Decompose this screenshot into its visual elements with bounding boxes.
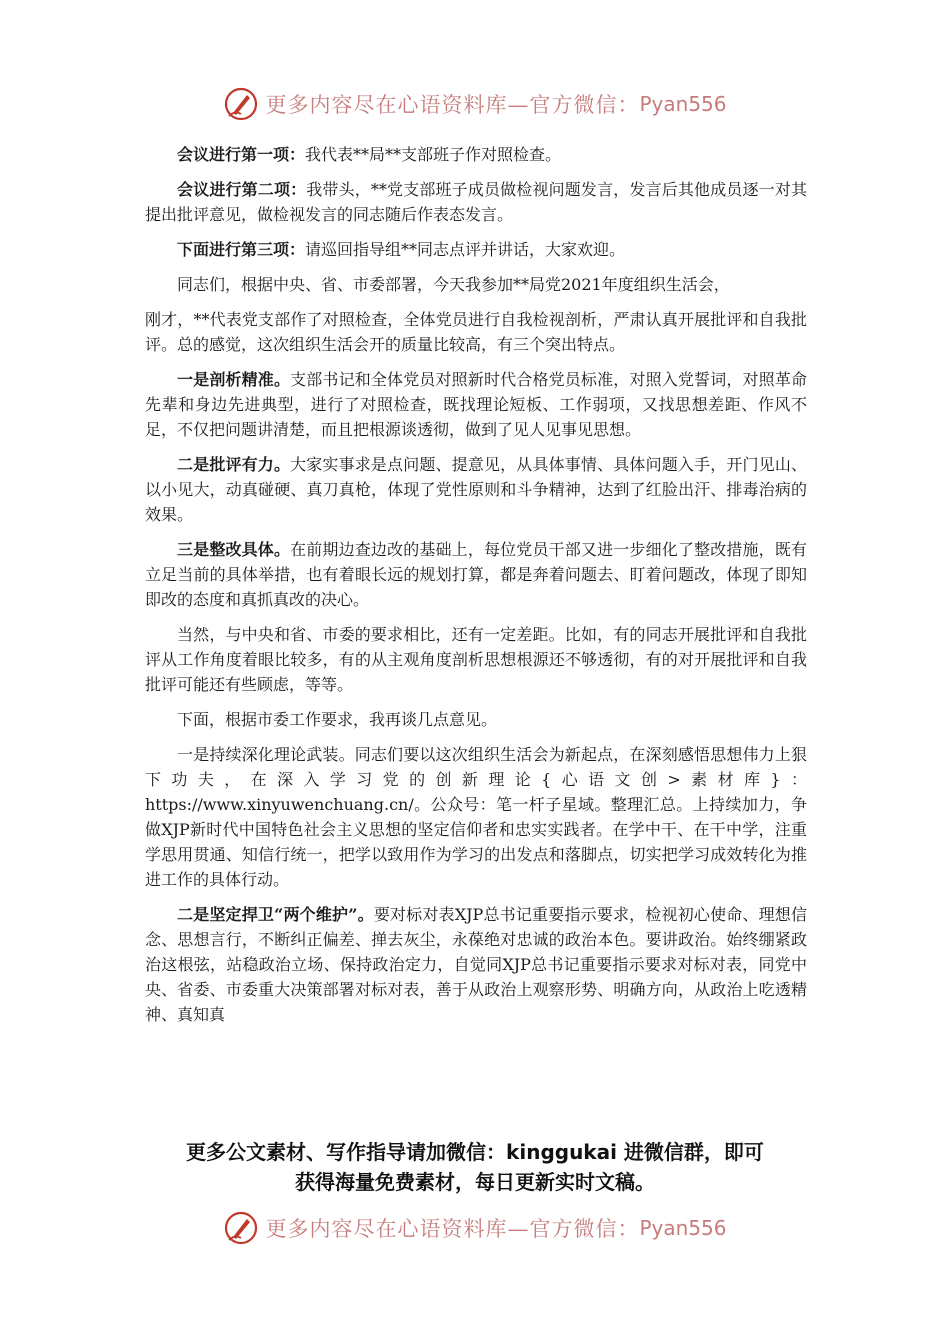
paragraph xyxy=(145,537,807,612)
paragraph-text: 下面，根据市委工作要求，我再谈几点意见。 xyxy=(177,710,498,729)
header-watermark xyxy=(0,84,950,124)
paragraph xyxy=(145,622,807,697)
paragraph xyxy=(145,367,807,442)
pen-circle-icon xyxy=(223,86,259,122)
paragraph-text: 一是持续深化理论武装。同志们要以这次组织生活会为新起点，在深刻感悟思想伟力上狠下功夫，在深入学习党的创新理论{心语文创>素材库}：https://www.xinyuwenchuang.cn/。公众号：笔一杆子星域。整理汇总。上持续加力，争做XJP新时代中国特色社会主义思想的坚定信仰者和忠实实践者。在学中干、在干中学，注重学思用贯通、知信行统一，把学以致用作为学习的出发点和落脚点，切实把学习成效转化为推进工作的具体行动。 xyxy=(145,745,807,889)
paragraph-text: 我代表**局**支部班子作对照检查。 xyxy=(305,145,562,164)
paragraph xyxy=(145,452,807,527)
paragraph-lead: 会议进行第一项： xyxy=(177,145,306,164)
paragraph xyxy=(145,707,807,732)
footer-line-1: 更多公文素材、写作指导请加微信：kinggukai 进微信群，即可 xyxy=(186,1140,764,1164)
paragraph xyxy=(145,902,807,1027)
footer-watermark xyxy=(0,1208,950,1248)
paragraph-text: 支部书记和全体党员对照新时代合格党员标准，对照入党誓词，对照革命先辈和身边先进典型，进行了对照检查，既找理论短板、工作弱项，又找思想差距、作风不足，不仅把问题讲清楚，而且把根源谈透彻，做到了见人见事见思想。 xyxy=(145,370,807,439)
paragraph xyxy=(145,237,807,262)
watermark-id: Pyan556 xyxy=(639,92,727,116)
paragraph-text: 大家实事求是点问题、提意见，从具体事情、具体问题入手，开门见山、以小见大，动真碰硬、真刀真枪，体现了党性原则和斗争精神，达到了红脸出汗、排毒治病的效果。 xyxy=(145,455,807,524)
paragraph-lead: 二是坚定捍卫“两个维护”。 xyxy=(177,905,374,924)
paragraph-lead: 一是剖析精准。 xyxy=(177,370,291,389)
paragraph-text: 请巡回指导组**同志点评并讲话，大家欢迎。 xyxy=(305,240,626,259)
document-body xyxy=(145,142,807,1037)
paragraph-lead: 二是批评有力。 xyxy=(177,455,291,474)
watermark-text: 更多内容尽在心语资料库—官方微信： xyxy=(265,1217,640,1241)
paragraph-text: 要对标对表XJP总书记重要指示要求，检视初心使命、理想信念、思想言行，不断纠正偏差、掸去灰尘，永葆绝对忠诚的政治本色。要讲政治。始终绷紧政治这根弦，站稳政治立场、保持政治定力，自觉同XJP总书记重要指示要求对标对表，同党中央、省委、市委重大决策部署对标对表，善于从政治上观察形势、明确方向，从政治上吃透精神、真知真 xyxy=(145,905,807,1024)
paragraph-lead: 三是整改具体。 xyxy=(177,540,291,559)
watermark-text: 更多内容尽在心语资料库—官方微信： xyxy=(265,93,640,117)
paragraph xyxy=(145,307,807,357)
footer-line-2: 获得海量免费素材，每日更新实时文稿。 xyxy=(295,1170,655,1194)
watermark-id: Pyan556 xyxy=(639,1216,727,1240)
paragraph xyxy=(145,272,807,297)
paragraph xyxy=(145,142,807,167)
paragraph-lead: 会议进行第二项： xyxy=(177,180,307,199)
paragraph-text: 同志们，根据中央、省、市委部署，今天我参加**局党2021年度组织生活会， xyxy=(177,275,730,294)
paragraph-text: 刚才，**代表党支部作了对照检查，全体党员进行自我检视剖析，严肃认真开展批评和自我批评。总的感觉，这次组织生活会开的质量比较高，有三个突出特点。 xyxy=(145,310,807,354)
paragraph-lead: 下面进行第三项： xyxy=(177,240,306,259)
paragraph xyxy=(145,177,807,227)
footer-note xyxy=(0,1137,950,1197)
paragraph xyxy=(145,742,807,892)
paragraph-text: 在前期边查边改的基础上，每位党员干部又进一步细化了整改措施，既有立足当前的具体举措，也有着眼长远的规划打算，都是奔着问题去、盯着问题改，体现了即知即改的态度和真抓真改的决心。 xyxy=(145,540,807,609)
paragraph-text: 我带头，**党支部班子成员做检视问题发言，发言后其他成员逐一对其提出批评意见，做检视发言的同志随后作表态发言。 xyxy=(145,180,807,224)
paragraph-text: 当然，与中央和省、市委的要求相比，还有一定差距。比如，有的同志开展批评和自我批评从工作角度着眼比较多，有的从主观角度剖析思想根源还不够透彻，有的对开展批评和自我批评可能还有些顾虑，等等。 xyxy=(145,625,807,694)
pen-circle-icon xyxy=(223,1210,259,1246)
